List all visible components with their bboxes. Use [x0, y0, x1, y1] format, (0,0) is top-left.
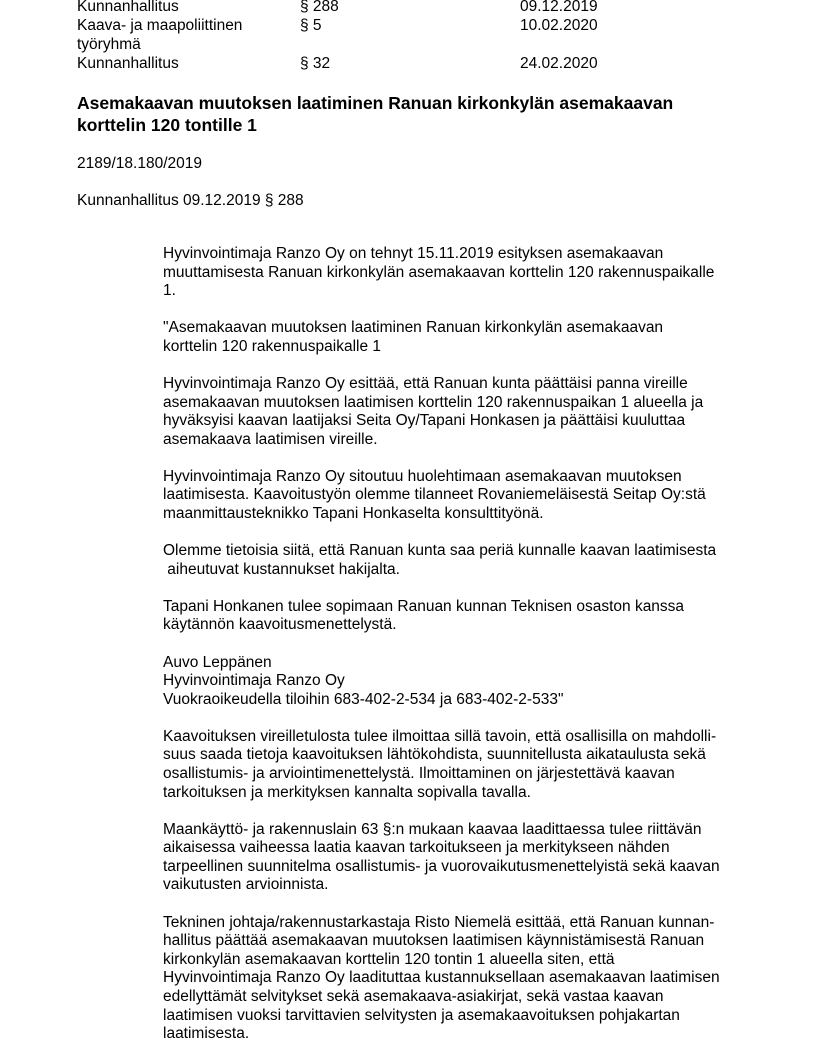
- history-body: Kaava- ja maapoliittinen: [77, 17, 243, 34]
- paragraph-line: hyväksyisi kaavan laatijaksi Seita Oy/Tapani Honkasen ja päättäisi kuuluttaa: [163, 412, 686, 430]
- paragraph-line: Tapani Honkanen tulee sopimaan Ranuan kunnan Teknisen osaston kanssa: [163, 597, 685, 615]
- title-line: korttelin 120 tontille 1: [77, 115, 257, 135]
- paragraph-line: Hyvinvointimaja Ranzo Oy: [163, 672, 345, 690]
- paragraph-line: laatimisen vuoksi tarvittavien selvitysten ja asemakaavoituksen pohjakartan: [163, 1006, 680, 1024]
- history-row-continuation: [77, 36, 777, 54]
- paragraph-line: Hyvinvointimaja Ranzo Oy on tehnyt 15.11.2019 esityksen asemakaavan: [163, 245, 664, 262]
- history-row: [77, 0, 777, 16]
- paragraph-line: Kaavoituksen vireilletulosta tulee ilmoittaa sillä tavoin, että osallisilla on mahdolli-: [163, 727, 717, 745]
- paragraph-line: tarkoituksen ja merkityksen kannalta sopivalla tavalla.: [163, 783, 531, 801]
- paragraph-line: Tekninen johtaja/rakennustarkastaja Risto Niemelä esittää, että Ranuan kunnan-: [163, 913, 715, 931]
- paragraph: [163, 598, 763, 635]
- paragraph-line: vaikutusten arvioinnista.: [163, 876, 329, 894]
- paragraph-line: maanmittausteknikko Tapani Honkaselta konsulttityönä.: [163, 505, 544, 523]
- history-body: Kunnanhallitus: [77, 0, 179, 15]
- paragraph-line: asemakaava laatimisen vireille.: [163, 430, 378, 448]
- paragraph-line: laatimisesta. Kaavoitustyön olemme tilanneet Rovaniemeläisestä Seitap Oy:stä: [163, 486, 706, 504]
- paragraph-line: käytännön kaavoitusmenettelystä.: [163, 616, 397, 634]
- paragraph-line: aiheutuvat kustannukset hakijalta.: [163, 560, 400, 578]
- history-section: § 288: [300, 0, 339, 15]
- history-section: § 5: [300, 17, 322, 34]
- paragraph: [163, 542, 763, 579]
- history-date: 24.02.2020: [520, 55, 598, 72]
- paragraph-line: suus saada tietoja kaavoituksen lähtökohdista, suunnitellusta aikataulusta sekä: [163, 746, 706, 764]
- paragraph-line: osallistumis- ja arviointimenettelystä. Ilmoittaminen on järjestettävä kaavan: [163, 764, 675, 782]
- paragraph: [163, 245, 763, 301]
- history-date: 10.02.2020: [520, 17, 598, 34]
- paragraph-line: kirkonkylän asemakaavan korttelin 120 tontin 1 alueella siten, että: [163, 950, 615, 968]
- history-date: 09.12.2019: [520, 0, 598, 15]
- paragraph-line: edellyttämät selvitykset sekä asemakaava-asiakirjat, sekä vastaa kaavan: [163, 987, 664, 1005]
- paragraph: [163, 468, 763, 524]
- title-line: Asemakaavan muutoksen laatiminen Ranuan kirkonkylän asemakaavan: [77, 93, 674, 113]
- paragraph: [163, 728, 763, 802]
- paragraph: [163, 319, 763, 356]
- paragraph-line: 1.: [163, 282, 176, 300]
- paragraph: [163, 654, 763, 710]
- paragraph-line: hallitus päättää asemakaavan muutoksen laatimisen käynnistämisestä Ranuan: [163, 932, 705, 950]
- paragraph-line: aikaisessa vaiheessa laatia kaavan tarkoitukseen ja merkitykseen nähden: [163, 839, 670, 857]
- history-row: [77, 55, 777, 73]
- paragraph: [163, 914, 763, 1044]
- diary-number: 2189/18.180/2019: [77, 155, 202, 172]
- paragraph-line: Olemme tietoisia siitä, että Ranuan kunta saa periä kunnalle kaavan laatimisesta: [163, 542, 717, 560]
- paragraph-line: muuttamisesta Ranuan kirkonkylän asemakaavan korttelin 120 rakennuspaikalle: [163, 263, 715, 281]
- page-title: [77, 92, 757, 136]
- history-row: [77, 17, 777, 35]
- history-body: Kunnanhallitus: [77, 55, 179, 72]
- history-body-continuation: työryhmä: [77, 36, 141, 53]
- paragraph-line: Auvo Leppänen: [163, 653, 272, 671]
- paragraph-line: "Asemakaavan muutoksen laatiminen Ranuan kirkonkylän asemakaavan: [163, 319, 664, 337]
- paragraph-line: asemakaavan muutoksen laatimisen korttelin 120 rakennuspaikan 1 alueella ja: [163, 393, 704, 411]
- paragraph-line: Hyvinvointimaja Ranzo Oy sitoutuu huolehtimaan asemakaavan muutoksen: [163, 467, 682, 485]
- paragraph-line: Vuokraoikeudella tiloihin 683-402-2-534 ja 683-402-2-533": [163, 690, 564, 708]
- history-section: § 32: [300, 55, 331, 72]
- paragraph-line: Maankäyttö- ja rakennuslain 63 §:n mukaan kaavaa laadittaessa tulee riittävän: [163, 820, 702, 838]
- paragraph-line: Hyvinvointimaja Ranzo Oy esittää, että Ranuan kunta päättäisi panna vireille: [163, 374, 688, 392]
- paragraph-line: laatimisesta.: [163, 1025, 250, 1043]
- document-body: [163, 245, 763, 1062]
- paragraph-line: Hyvinvointimaja Ranzo Oy laadituttaa kustannuksellaan asemakaavan laatimisen: [163, 969, 720, 987]
- paragraph: [163, 821, 763, 895]
- paragraph-line: korttelin 120 rakennuspaikalle 1: [163, 337, 381, 355]
- paragraph-line: tarpeellinen suunnitelma osallistumis- ja vuorovaikutusmenettelyistä sekä kaavan: [163, 857, 720, 875]
- paragraph: [163, 375, 763, 449]
- meeting-reference: Kunnanhallitus 09.12.2019 § 288: [77, 192, 304, 209]
